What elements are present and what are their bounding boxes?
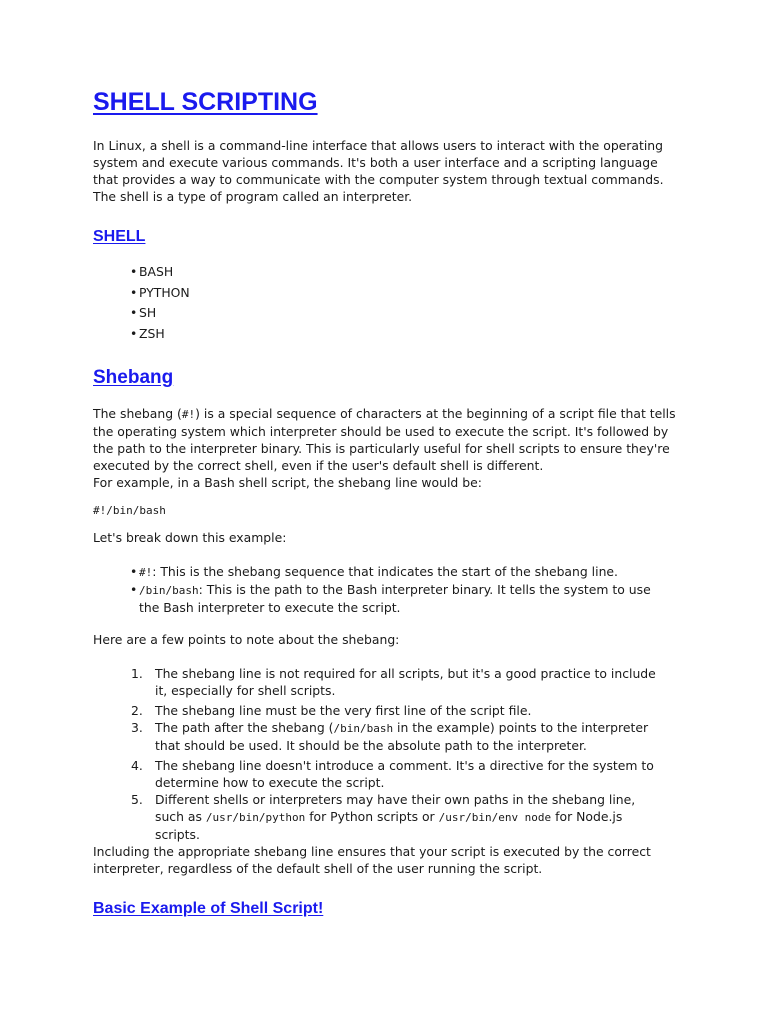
shebang-code: #! [181, 408, 196, 421]
list-item: • #!: This is the shebang sequence that indicates the start of the shebang line. [130, 563, 669, 581]
shebang-paragraph: The shebang (#!) is a special sequence of characters at the beginning of a script file that tells the operating system which interpreter should be used to execute the script. It's followed by the path to the interpreter binary. This is particularly useful for shell scripts to ensure they're executed by the correct shell, even if the user's default shell is different. For example, in a Bash shell script, the shebang line would be: [93, 406, 676, 490]
list-item: 1. The shebang line is not required for all scripts, but it's a good practice to include it, especially for shell scripts. [131, 666, 656, 698]
list-item: • PYTHON [130, 283, 190, 304]
example-heading: Basic Example of Shell Script! [93, 900, 324, 917]
list-item: 4. The shebang line doesn't introduce a comment. It's a directive for the system to determine how to execute the script. [131, 758, 654, 790]
list-item: 2. The shebang line must be the very first line of the script file. [131, 703, 532, 718]
points-list [131, 665, 661, 846]
intro-paragraph: In Linux, a shell is a command-line interface that allows users to interact with the operating system and execute various commands. It's both a user interface and a scripting language that provides a way to communicate with the computer system through textual commands. The shell is a type of program called an interpreter. [93, 138, 664, 204]
points-intro: Here are a few points to note about the shebang: [93, 632, 400, 647]
list-item: 5. Different shells or interpreters may have their own paths in the shebang line, such as /usr/bin/python for Python scripts or /usr/bin/env node for Node.js scripts. [131, 792, 636, 842]
breakdown-list [130, 563, 669, 616]
breakdown-intro: Let's break down this example: [93, 530, 287, 545]
shebang-heading: Shebang [93, 367, 174, 388]
page-title: SHELL SCRIPTING [93, 88, 318, 116]
list-item: 3. The path after the shebang (/bin/bash in the example) points to the interpreter that should be used. It should be the absolute path to the interpreter. [131, 720, 649, 753]
shell-heading: SHELL [93, 228, 146, 245]
list-item: • SH [130, 303, 190, 324]
list-item: • BASH [130, 262, 190, 283]
list-item: • /bin/bash: This is the path to the Bash interpreter binary. It tells the system to use the Bash interpreter to execute the script. [130, 581, 669, 616]
list-item: • ZSH [130, 324, 190, 345]
shell-list [130, 262, 190, 345]
closing-paragraph: Including the appropriate shebang line ensures that your script is executed by the correct interpreter, regardless of the default shell of the user running the script. [93, 844, 651, 876]
code-block: #!/bin/bash [93, 504, 166, 517]
